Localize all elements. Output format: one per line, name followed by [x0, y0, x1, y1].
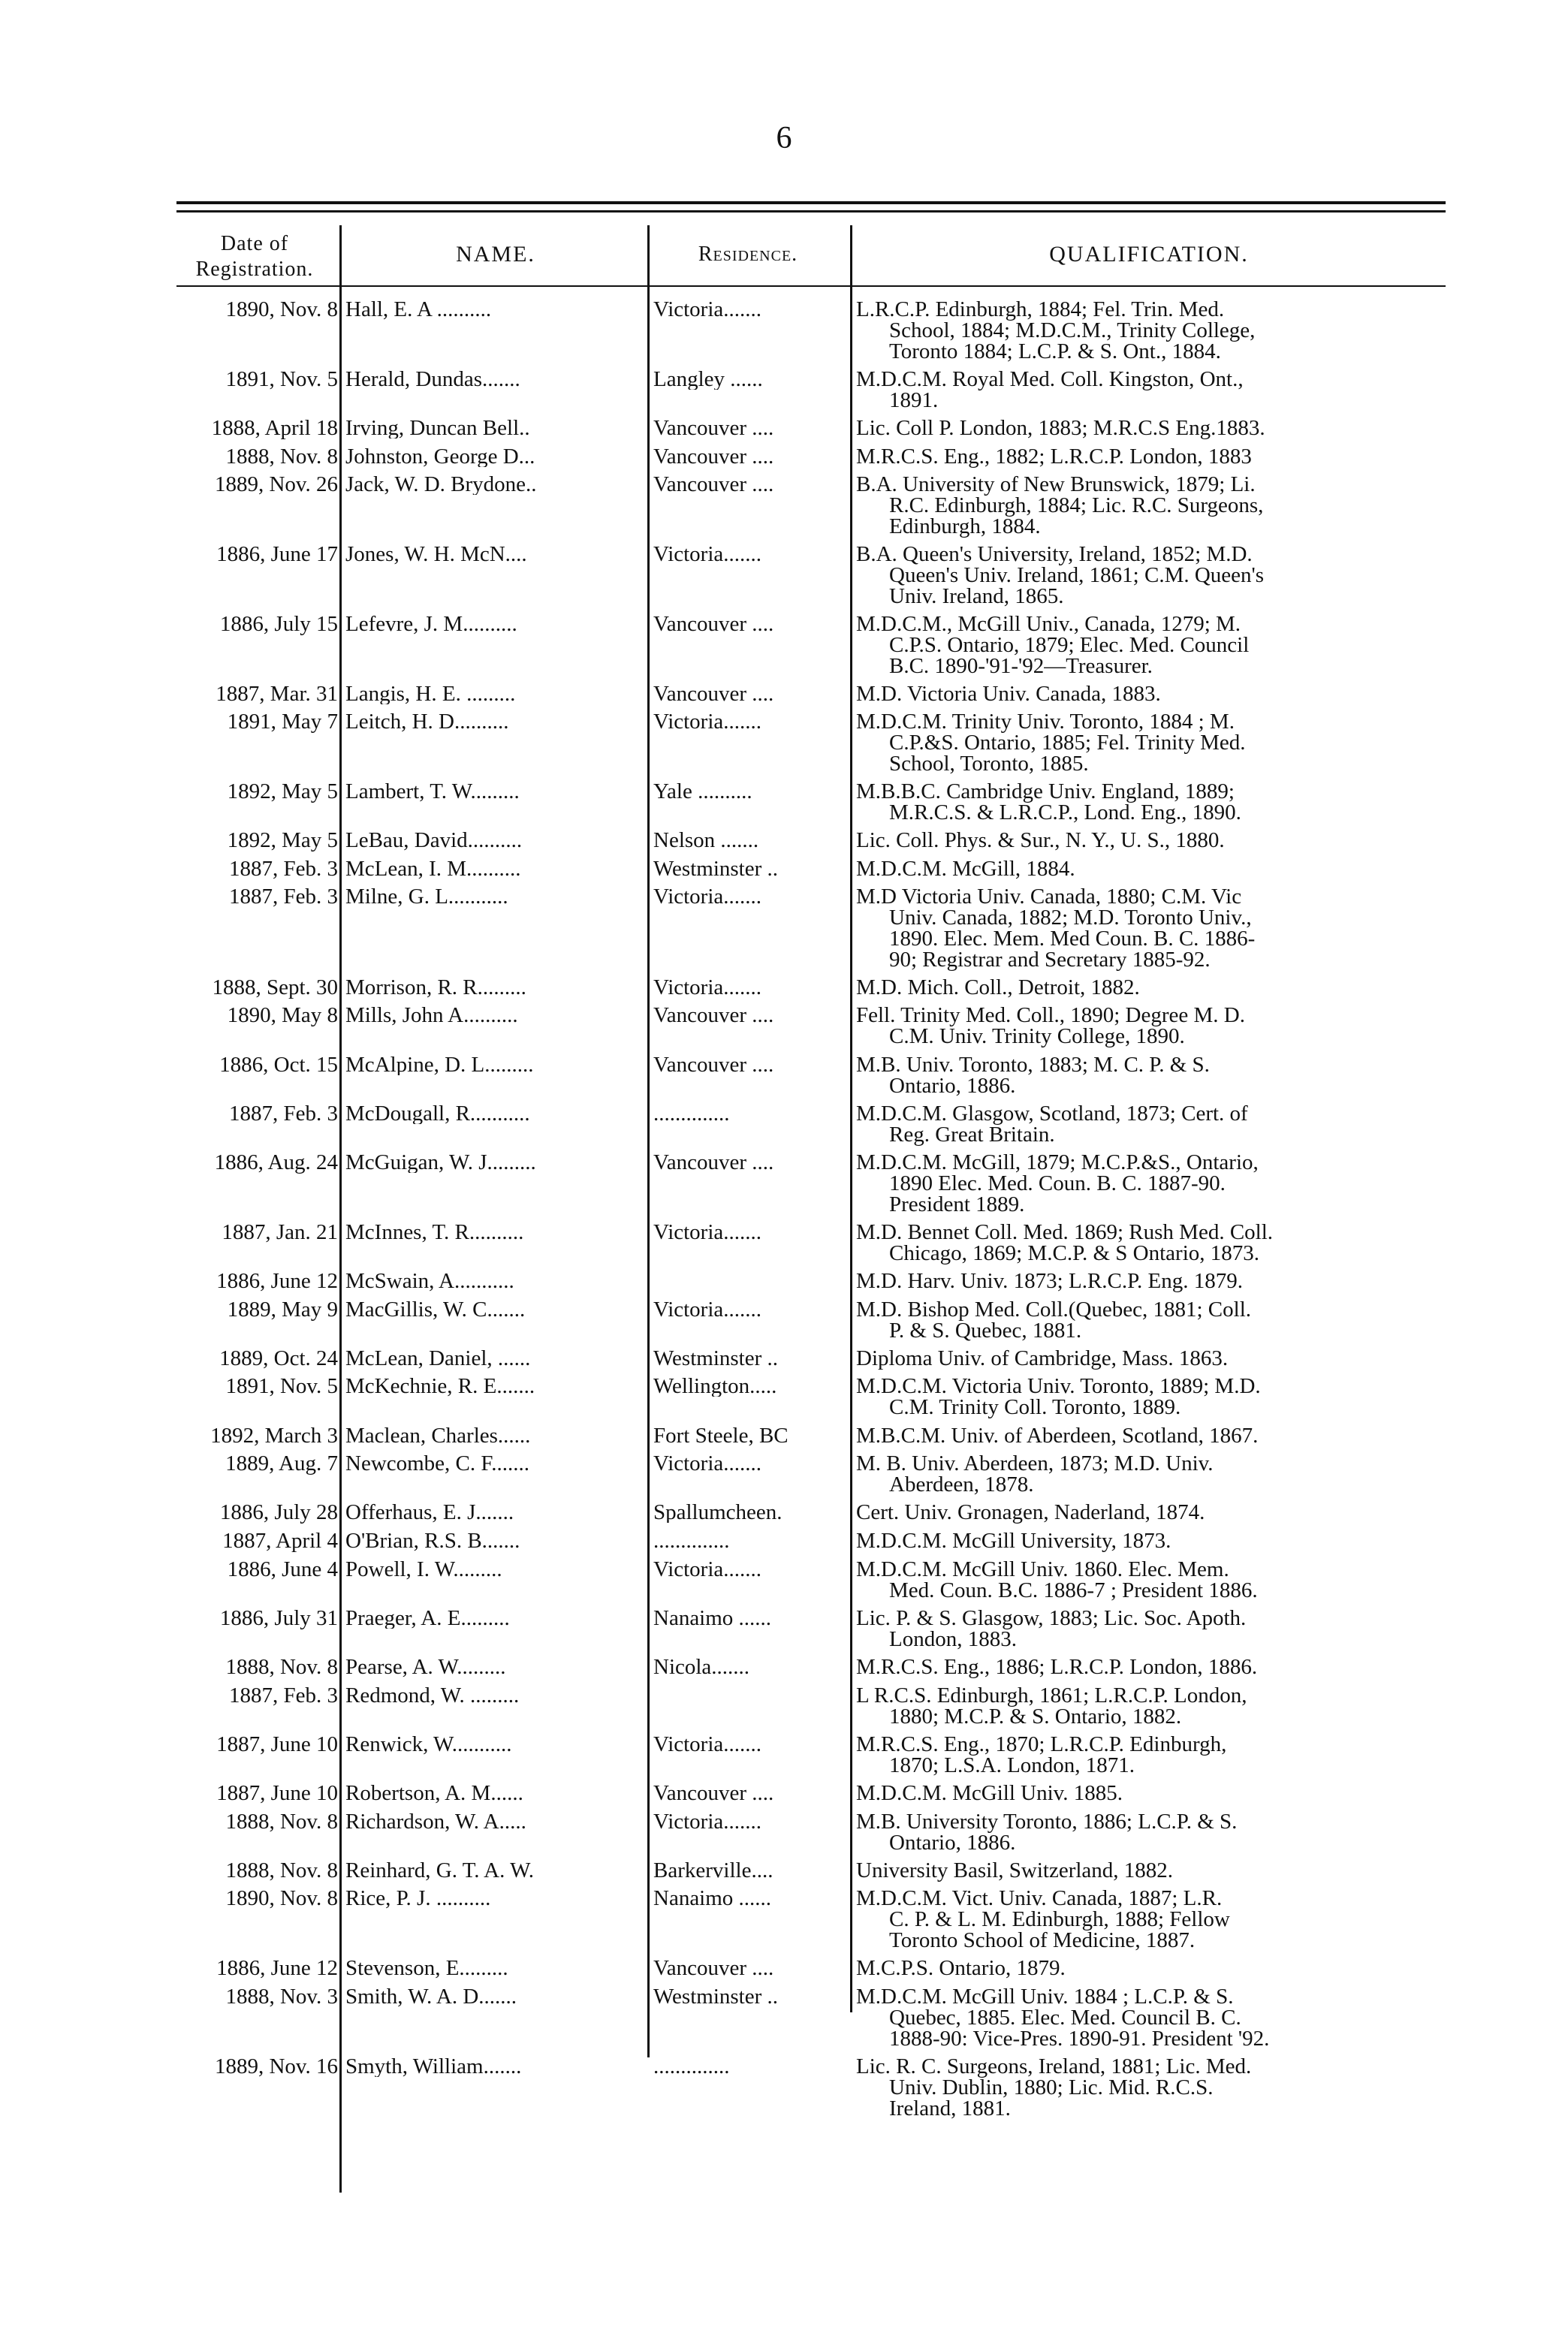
- residence: ..............: [653, 1530, 730, 1551]
- qualification: [856, 1502, 1457, 1523]
- residence: Victoria.......: [653, 1453, 762, 1475]
- qualification: [856, 1299, 1457, 1341]
- practitioner-name: Stevenson, E.........: [345, 1958, 508, 1979]
- qualification-line: 1890. Elec. Mem. Med Coun. B. C. 1886-: [889, 927, 1256, 951]
- registration-date: 1886, June 17: [216, 542, 338, 566]
- qualification-line: 1891.: [889, 387, 939, 412]
- residence: ..............: [653, 2055, 730, 2077]
- residence: Victoria.......: [653, 1298, 762, 1320]
- qualification: [856, 781, 1457, 823]
- qualification: [856, 1685, 1457, 1727]
- qualification-line: Diploma Univ. of Cambridge, Mass. 1863.: [856, 1346, 1229, 1370]
- qualification-line: Aberdeen, 1878.: [889, 1472, 1034, 1497]
- qualification-line: C.M. Univ. Trinity College, 1890.: [889, 1024, 1185, 1049]
- practitioner-name: McLean, I. M..........: [345, 858, 521, 879]
- registration-date: 1889, Aug. 7: [225, 1451, 338, 1476]
- qualification: [856, 299, 1457, 362]
- registration-date: 1891, Nov. 5: [225, 366, 338, 391]
- qualification-line: M.C.P.S. Ontario, 1879.: [856, 1956, 1066, 1981]
- residence: Victoria.......: [653, 1810, 762, 1832]
- qualification-line: Univ. Canada, 1882; M.D. Toronto Univ.,: [889, 906, 1252, 930]
- registration-date: 1888, Nov. 8: [225, 1655, 338, 1679]
- qualification: [856, 1986, 1457, 2049]
- practitioner-name: Renwick, W...........: [345, 1733, 512, 1755]
- qualification-line: M.D. Mich. Coll., Detroit, 1882.: [856, 975, 1140, 999]
- residence: Spallumcheen.: [653, 1502, 782, 1524]
- residence: Vancouver ....: [653, 683, 774, 704]
- qualification-line: M.D.C.M. Royal Med. Coll. Kingston, Ont.,: [856, 366, 1244, 391]
- practitioner-name: Robertson, A. M......: [345, 1783, 523, 1804]
- practitioner-name: Johnston, George D...: [345, 445, 535, 467]
- practitioner-name: McAlpine, D. L.........: [345, 1053, 534, 1075]
- registration-date: 1886, July 28: [219, 1500, 338, 1525]
- qualification-line: Quebec, 1885. Elec. Med. Council B. C.: [889, 2005, 1241, 2030]
- practitioner-name: Irving, Duncan Bell..: [345, 417, 530, 439]
- registration-date: 1889, Nov. 26: [214, 472, 338, 497]
- qualification: [856, 1376, 1457, 1418]
- residence: Victoria.......: [653, 299, 762, 320]
- practitioner-name: LeBau, David..........: [345, 830, 523, 852]
- registration-date: 1888, Nov. 3: [225, 1984, 338, 2009]
- qualification: [856, 446, 1457, 467]
- qualification-line: M.D.C.M. McGill Univ. 1860. Elec. Mem.: [856, 1557, 1229, 1581]
- residence: Vancouver ....: [653, 474, 774, 496]
- qualification: [856, 544, 1457, 607]
- registration-date: 1887, Feb. 3: [229, 856, 338, 881]
- qualification: [856, 1103, 1457, 1145]
- qualification-line: M.D.C.M. Vict. Univ. Canada, 1887; L.R.: [856, 1886, 1223, 1911]
- qualification: [856, 1530, 1457, 1551]
- qualification-line: Fell. Trinity Med. Coll., 1890; Degree M. D.: [856, 1003, 1245, 1028]
- qualification-line: M.D.C.M., McGill Univ., Canada, 1279; M.: [856, 611, 1241, 636]
- column-divider-date: [339, 225, 342, 2193]
- practitioner-name: Maclean, Charles......: [345, 1424, 531, 1446]
- qualification: [856, 1054, 1457, 1096]
- qualification-line: School, Toronto, 1885.: [889, 752, 1089, 776]
- registration-date: 1888, Sept. 30: [212, 975, 338, 999]
- registration-date: 1888, April 18: [211, 416, 338, 440]
- qualification-line: Med. Coun. B.C. 1886-7 ; President 1886.: [889, 1578, 1258, 1602]
- registration-date: 1886, Aug. 24: [214, 1150, 338, 1174]
- registration-date: 1887, April 4: [222, 1529, 338, 1553]
- qualification-line: B.A. Queen's University, Ireland, 1852; M.D.: [856, 542, 1253, 566]
- practitioner-name: Jones, W. H. McN....: [345, 544, 527, 565]
- qualification: [856, 830, 1457, 851]
- practitioner-name: Pearse, A. W.........: [345, 1656, 506, 1677]
- practitioner-name: Reinhard, G. T. A. W.: [345, 1859, 535, 1881]
- practitioner-name: McKechnie, R. E.......: [345, 1376, 535, 1397]
- residence: Victoria.......: [653, 1221, 762, 1243]
- header-qualification: QUALIFICATION.: [1049, 242, 1249, 267]
- qualification-line: M.B.C.M. Univ. of Aberdeen, Scotland, 1867.: [856, 1423, 1259, 1448]
- practitioner-name: McLean, Daniel, ......: [345, 1347, 531, 1369]
- qualification: [856, 1811, 1457, 1853]
- qualification: [856, 1348, 1457, 1369]
- qualification: [856, 613, 1457, 677]
- qualification: [856, 1783, 1457, 1804]
- registration-date: 1889, Oct. 24: [219, 1346, 338, 1370]
- qualification-line: M.D Victoria Univ. Canada, 1880; C.M. Vic: [856, 885, 1242, 909]
- qualification-line: President 1889.: [889, 1192, 1025, 1216]
- practitioner-name: Herald, Dundas.......: [345, 368, 520, 390]
- qualification-line: M.B.B.C. Cambridge Univ. England, 1889;: [856, 779, 1235, 803]
- qualification-line: M.D.C.M. McGill, 1884.: [856, 856, 1075, 881]
- registration-date: 1886, July 15: [219, 611, 338, 636]
- page-number: 6: [776, 121, 792, 155]
- qualification: [856, 1270, 1457, 1292]
- qualification: [856, 1219, 1457, 1265]
- qualification-line: P. & S. Quebec, 1881.: [889, 1318, 1082, 1343]
- qualification-line: Chicago, 1869; M.C.P. & S Ontario, 1873.: [889, 1240, 1260, 1265]
- qualification-line: R.C. Edinburgh, 1884; Lic. R.C. Surgeons,: [889, 493, 1264, 518]
- registration-date: 1888, Nov. 8: [225, 1858, 338, 1882]
- registration-date: 1890, Nov. 8: [225, 1886, 338, 1911]
- practitioner-name: McSwain, A...........: [345, 1270, 514, 1292]
- qualification-line: Toronto 1884; L.C.P. & S. Ont., 1884.: [889, 339, 1221, 363]
- practitioner-name: Leitch, H. D..........: [345, 711, 509, 733]
- registration-date: 1888, Nov. 8: [225, 1809, 338, 1834]
- residence: Vancouver ....: [653, 1053, 774, 1075]
- qualification-line: L.R.C.P. Edinburgh, 1884; Fel. Trin. Med.: [856, 297, 1225, 321]
- qualification: [856, 417, 1457, 439]
- residence: Nicola.......: [653, 1656, 750, 1677]
- practitioner-name: O'Brian, R.S. B.......: [345, 1530, 520, 1551]
- registration-date: 1886, June 12: [216, 1956, 338, 1981]
- qualification: [856, 1425, 1457, 1446]
- registration-date: 1886, July 31: [219, 1605, 338, 1630]
- registration-date: 1887, Feb. 3: [229, 885, 338, 909]
- qualification: [856, 1605, 1457, 1651]
- qualification: [856, 1958, 1457, 1979]
- residence: Vancouver ....: [653, 417, 774, 439]
- practitioner-name: Langis, H. E. .........: [345, 683, 516, 704]
- practitioner-name: Rice, P. J. ..........: [345, 1888, 491, 1909]
- residence: Victoria.......: [653, 1733, 762, 1755]
- registration-date: 1892, March 3: [210, 1423, 338, 1448]
- residence: Fort Steele, BC: [653, 1424, 789, 1446]
- qualification: [856, 1453, 1457, 1495]
- qualification-line: M.B. University Toronto, 1886; L.C.P. & S.: [856, 1809, 1238, 1834]
- header-rule: [176, 285, 1446, 287]
- practitioner-name: Lefevre, J. M..........: [345, 613, 517, 634]
- qualification-line: 1888-90: Vice-Pres. 1890-91. President '92.: [889, 2026, 1270, 2051]
- residence: Nanaimo ......: [653, 1888, 772, 1909]
- residence: Nanaimo ......: [653, 1607, 772, 1629]
- qualification-line: C.M. Trinity Coll. Toronto, 1889.: [889, 1395, 1181, 1420]
- qualification-line: Univ. Dublin, 1880; Lic. Mid. R.C.S.: [889, 2075, 1214, 2099]
- qualification: [856, 977, 1457, 998]
- qualification-line: Ontario, 1886.: [889, 1830, 1016, 1855]
- qualification: [856, 711, 1457, 774]
- qualification: [856, 1734, 1457, 1776]
- registration-date: 1886, June 4: [227, 1557, 338, 1581]
- qualification-line: Ireland, 1881.: [889, 2096, 1011, 2120]
- qualification-line: M.D.C.M. Trinity Univ. Toronto, 1884 ; M.: [856, 710, 1235, 734]
- top-rule: [176, 201, 1446, 204]
- qualification-line: Edinburgh, 1884.: [889, 514, 1041, 539]
- qualification-line: Cert. Univ. Gronagen, Naderland, 1874.: [856, 1500, 1205, 1525]
- residence: Vancouver ....: [653, 1152, 774, 1173]
- residence: Vancouver ....: [653, 1783, 774, 1804]
- registration-date: 1890, May 8: [227, 1003, 338, 1028]
- residence: ..............: [653, 1102, 730, 1124]
- residence: Victoria.......: [653, 711, 762, 733]
- qualification-line: C.P.S. Ontario, 1879; Elec. Med. Council: [889, 632, 1250, 657]
- residence: Yale ..........: [653, 781, 752, 802]
- qualification: [856, 886, 1457, 970]
- qualification: [856, 1005, 1457, 1047]
- header-residence: Residence.: [698, 243, 798, 266]
- qualification: [856, 683, 1457, 704]
- qualification: [856, 858, 1457, 879]
- qualification-line: Lic. Coll P. London, 1883; M.R.C.S Eng.1883.: [856, 416, 1265, 440]
- qualification: [856, 1559, 1457, 1601]
- qualification-line: Queen's Univ. Ireland, 1861; C.M. Queen's: [889, 563, 1265, 587]
- qualification-line: M.B. Univ. Toronto, 1883; M. C. P. & S.: [856, 1052, 1210, 1077]
- qualification: [856, 1152, 1457, 1215]
- practitioner-name: Mills, John A..........: [345, 1005, 518, 1026]
- qualification-line: M. B. Univ. Aberdeen, 1873; M.D. Univ.: [856, 1451, 1214, 1476]
- qualification-line: Lic. R. C. Surgeons, Ireland, 1881; Lic. Med.: [856, 2054, 1252, 2078]
- qualification-line: M.D.C.M. McGill, 1879; M.C.P.&S., Ontario,: [856, 1150, 1259, 1174]
- qualification-line: L R.C.S. Edinburgh, 1861; L.R.C.P. London,: [856, 1683, 1247, 1708]
- qualification-line: Toronto School of Medicine, 1887.: [889, 1928, 1196, 1953]
- qualification: [856, 1860, 1457, 1881]
- residence: Victoria.......: [653, 544, 762, 565]
- qualification-line: B.C. 1890-'91-'92—Treasurer.: [889, 653, 1153, 678]
- registration-date: 1886, June 12: [216, 1269, 338, 1293]
- residence: Westminster ..: [653, 1985, 778, 2007]
- practitioner-name: Lambert, T. W.........: [345, 781, 520, 802]
- practitioner-name: Milne, G. L...........: [345, 886, 508, 908]
- practitioner-name: MacGillis, W. C.......: [345, 1298, 526, 1320]
- qualification-line: University Basil, Switzerland, 1882.: [856, 1858, 1174, 1882]
- practitioner-name: McGuigan, W. J.........: [345, 1152, 536, 1173]
- registration-date: 1887, Mar. 31: [216, 681, 338, 706]
- qualification: [856, 474, 1457, 537]
- residence: Vancouver ....: [653, 1005, 774, 1026]
- qualification-line: 90; Registrar and Secretary 1885-92.: [889, 948, 1211, 972]
- qualification-line: C.P.&S. Ontario, 1885; Fel. Trinity Med.: [889, 731, 1246, 755]
- qualification-line: M.D.C.M. McGill Univ. 1884 ; L.C.P. & S.: [856, 1984, 1234, 2009]
- qualification-line: Univ. Ireland, 1865.: [889, 584, 1064, 608]
- registration-date: 1887, Feb. 3: [229, 1101, 338, 1126]
- residence: Vancouver ....: [653, 1958, 774, 1979]
- column-divider-name: [647, 225, 650, 2057]
- practitioner-name: Jack, W. D. Brydone..: [345, 474, 537, 496]
- registration-date: 1892, May 5: [227, 828, 338, 853]
- qualification-line: Lic. Coll. Phys. & Sur., N. Y., U. S., 1880.: [856, 828, 1225, 853]
- practitioner-name: Hall, E. A ..........: [345, 299, 492, 320]
- residence: Vancouver ....: [653, 445, 774, 467]
- qualification-line: B.A. University of New Brunswick, 1879; Li.: [856, 472, 1256, 497]
- practitioner-name: McInnes, T. R..........: [345, 1221, 524, 1243]
- practitioner-name: Redmond, W. .........: [345, 1684, 520, 1706]
- residence: Victoria.......: [653, 976, 762, 998]
- qualification: [856, 366, 1457, 412]
- registration-date: 1887, Jan. 21: [222, 1219, 338, 1244]
- registration-date: 1889, May 9: [227, 1297, 338, 1322]
- qualification-line: M.D. Harv. Univ. 1873; L.R.C.P. Eng. 1879.: [856, 1269, 1244, 1293]
- qualification-line: M.D.C.M. Glasgow, Scotland, 1873; Cert. of: [856, 1101, 1248, 1126]
- column-divider-residence: [850, 225, 852, 2012]
- top-rule-thin: [176, 210, 1446, 212]
- practitioner-name: Smyth, William.......: [345, 2055, 522, 2077]
- registration-date: 1886, Oct. 15: [219, 1052, 338, 1077]
- registration-date: 1891, Nov. 5: [225, 1374, 338, 1399]
- registration-date: 1887, June 10: [216, 1732, 338, 1756]
- practitioner-name: Richardson, W. A.....: [345, 1810, 526, 1832]
- residence: Vancouver ....: [653, 613, 774, 634]
- qualification-line: Reg. Great Britain.: [889, 1122, 1055, 1147]
- practitioner-name: Newcombe, C. F.......: [345, 1453, 529, 1475]
- qualification-line: 1880; M.C.P. & S. Ontario, 1882.: [889, 1704, 1182, 1729]
- registration-date: 1891, May 7: [227, 710, 338, 734]
- registration-date: 1892, May 5: [227, 779, 338, 803]
- qualification: [856, 1656, 1457, 1677]
- qualification-line: M.D.C.M. McGill Univ. 1885.: [856, 1781, 1123, 1805]
- qualification-line: M.D. Bennet Coll. Med. 1869; Rush Med. Coll.: [856, 1219, 1274, 1244]
- registration-date: 1887, June 10: [216, 1781, 338, 1805]
- qualification-line: London, 1883.: [889, 1626, 1017, 1651]
- qualification-line: M.R.C.S. Eng., 1886; L.R.C.P. London, 1886.: [856, 1655, 1258, 1679]
- qualification-line: Lic. P. & S. Glasgow, 1883; Lic. Soc. Apoth.: [856, 1605, 1247, 1630]
- practitioner-name: Powell, I. W.........: [345, 1558, 502, 1580]
- residence: Westminster ..: [653, 858, 778, 879]
- header-date: Date of Registration.: [195, 232, 314, 281]
- qualification: [856, 2056, 1457, 2119]
- practitioner-name: Praeger, A. E.........: [345, 1607, 510, 1629]
- qualification-line: M.D.C.M. McGill University, 1873.: [856, 1529, 1171, 1553]
- qualification-line: M.D. Victoria Univ. Canada, 1883.: [856, 681, 1161, 706]
- residence: Wellington.....: [653, 1376, 777, 1397]
- practitioner-name: Smith, W. A. D.......: [345, 1985, 517, 2007]
- residence: Victoria.......: [653, 1558, 762, 1580]
- qualification-line: 1870; L.S.A. London, 1871.: [889, 1753, 1135, 1777]
- residence: Nelson .......: [653, 830, 759, 852]
- header-name: NAME.: [456, 242, 535, 267]
- qualification-line: M.D. Bishop Med. Coll.(Quebec, 1881; Coll.: [856, 1297, 1252, 1322]
- qualification-line: C. P. & L. M. Edinburgh, 1888; Fellow: [889, 1907, 1230, 1932]
- qualification-line: School, 1884; M.D.C.M., Trinity College,: [889, 318, 1256, 342]
- residence: Victoria.......: [653, 886, 762, 908]
- residence: Westminster ..: [653, 1347, 778, 1369]
- practitioner-name: McDougall, R...........: [345, 1102, 530, 1124]
- registration-date: 1890, Nov. 8: [225, 297, 338, 321]
- residence: Langley ......: [653, 368, 763, 390]
- qualification-line: M.R.C.S. Eng., 1882; L.R.C.P. London, 1883: [856, 444, 1252, 469]
- practitioner-name: Offerhaus, E. J.......: [345, 1502, 514, 1524]
- practitioner-name: Morrison, R. R.........: [345, 976, 526, 998]
- residence: Barkerville....: [653, 1859, 773, 1881]
- qualification-line: 1890 Elec. Med. Coun. B. C. 1887-90.: [889, 1171, 1226, 1195]
- qualification: [856, 1888, 1457, 1951]
- qualification-line: M.R.C.S. Eng., 1870; L.R.C.P. Edinburgh,: [856, 1732, 1227, 1756]
- qualification-line: Ontario, 1886.: [889, 1073, 1016, 1098]
- qualification-line: M.D.C.M. Victoria Univ. Toronto, 1889; M.D.: [856, 1374, 1261, 1399]
- registration-date: 1887, Feb. 3: [229, 1683, 338, 1708]
- registration-date: 1889, Nov. 16: [214, 2054, 338, 2078]
- registration-date: 1888, Nov. 8: [225, 444, 338, 469]
- qualification-line: M.R.C.S. & L.R.C.P., Lond. Eng., 1890.: [889, 800, 1241, 824]
